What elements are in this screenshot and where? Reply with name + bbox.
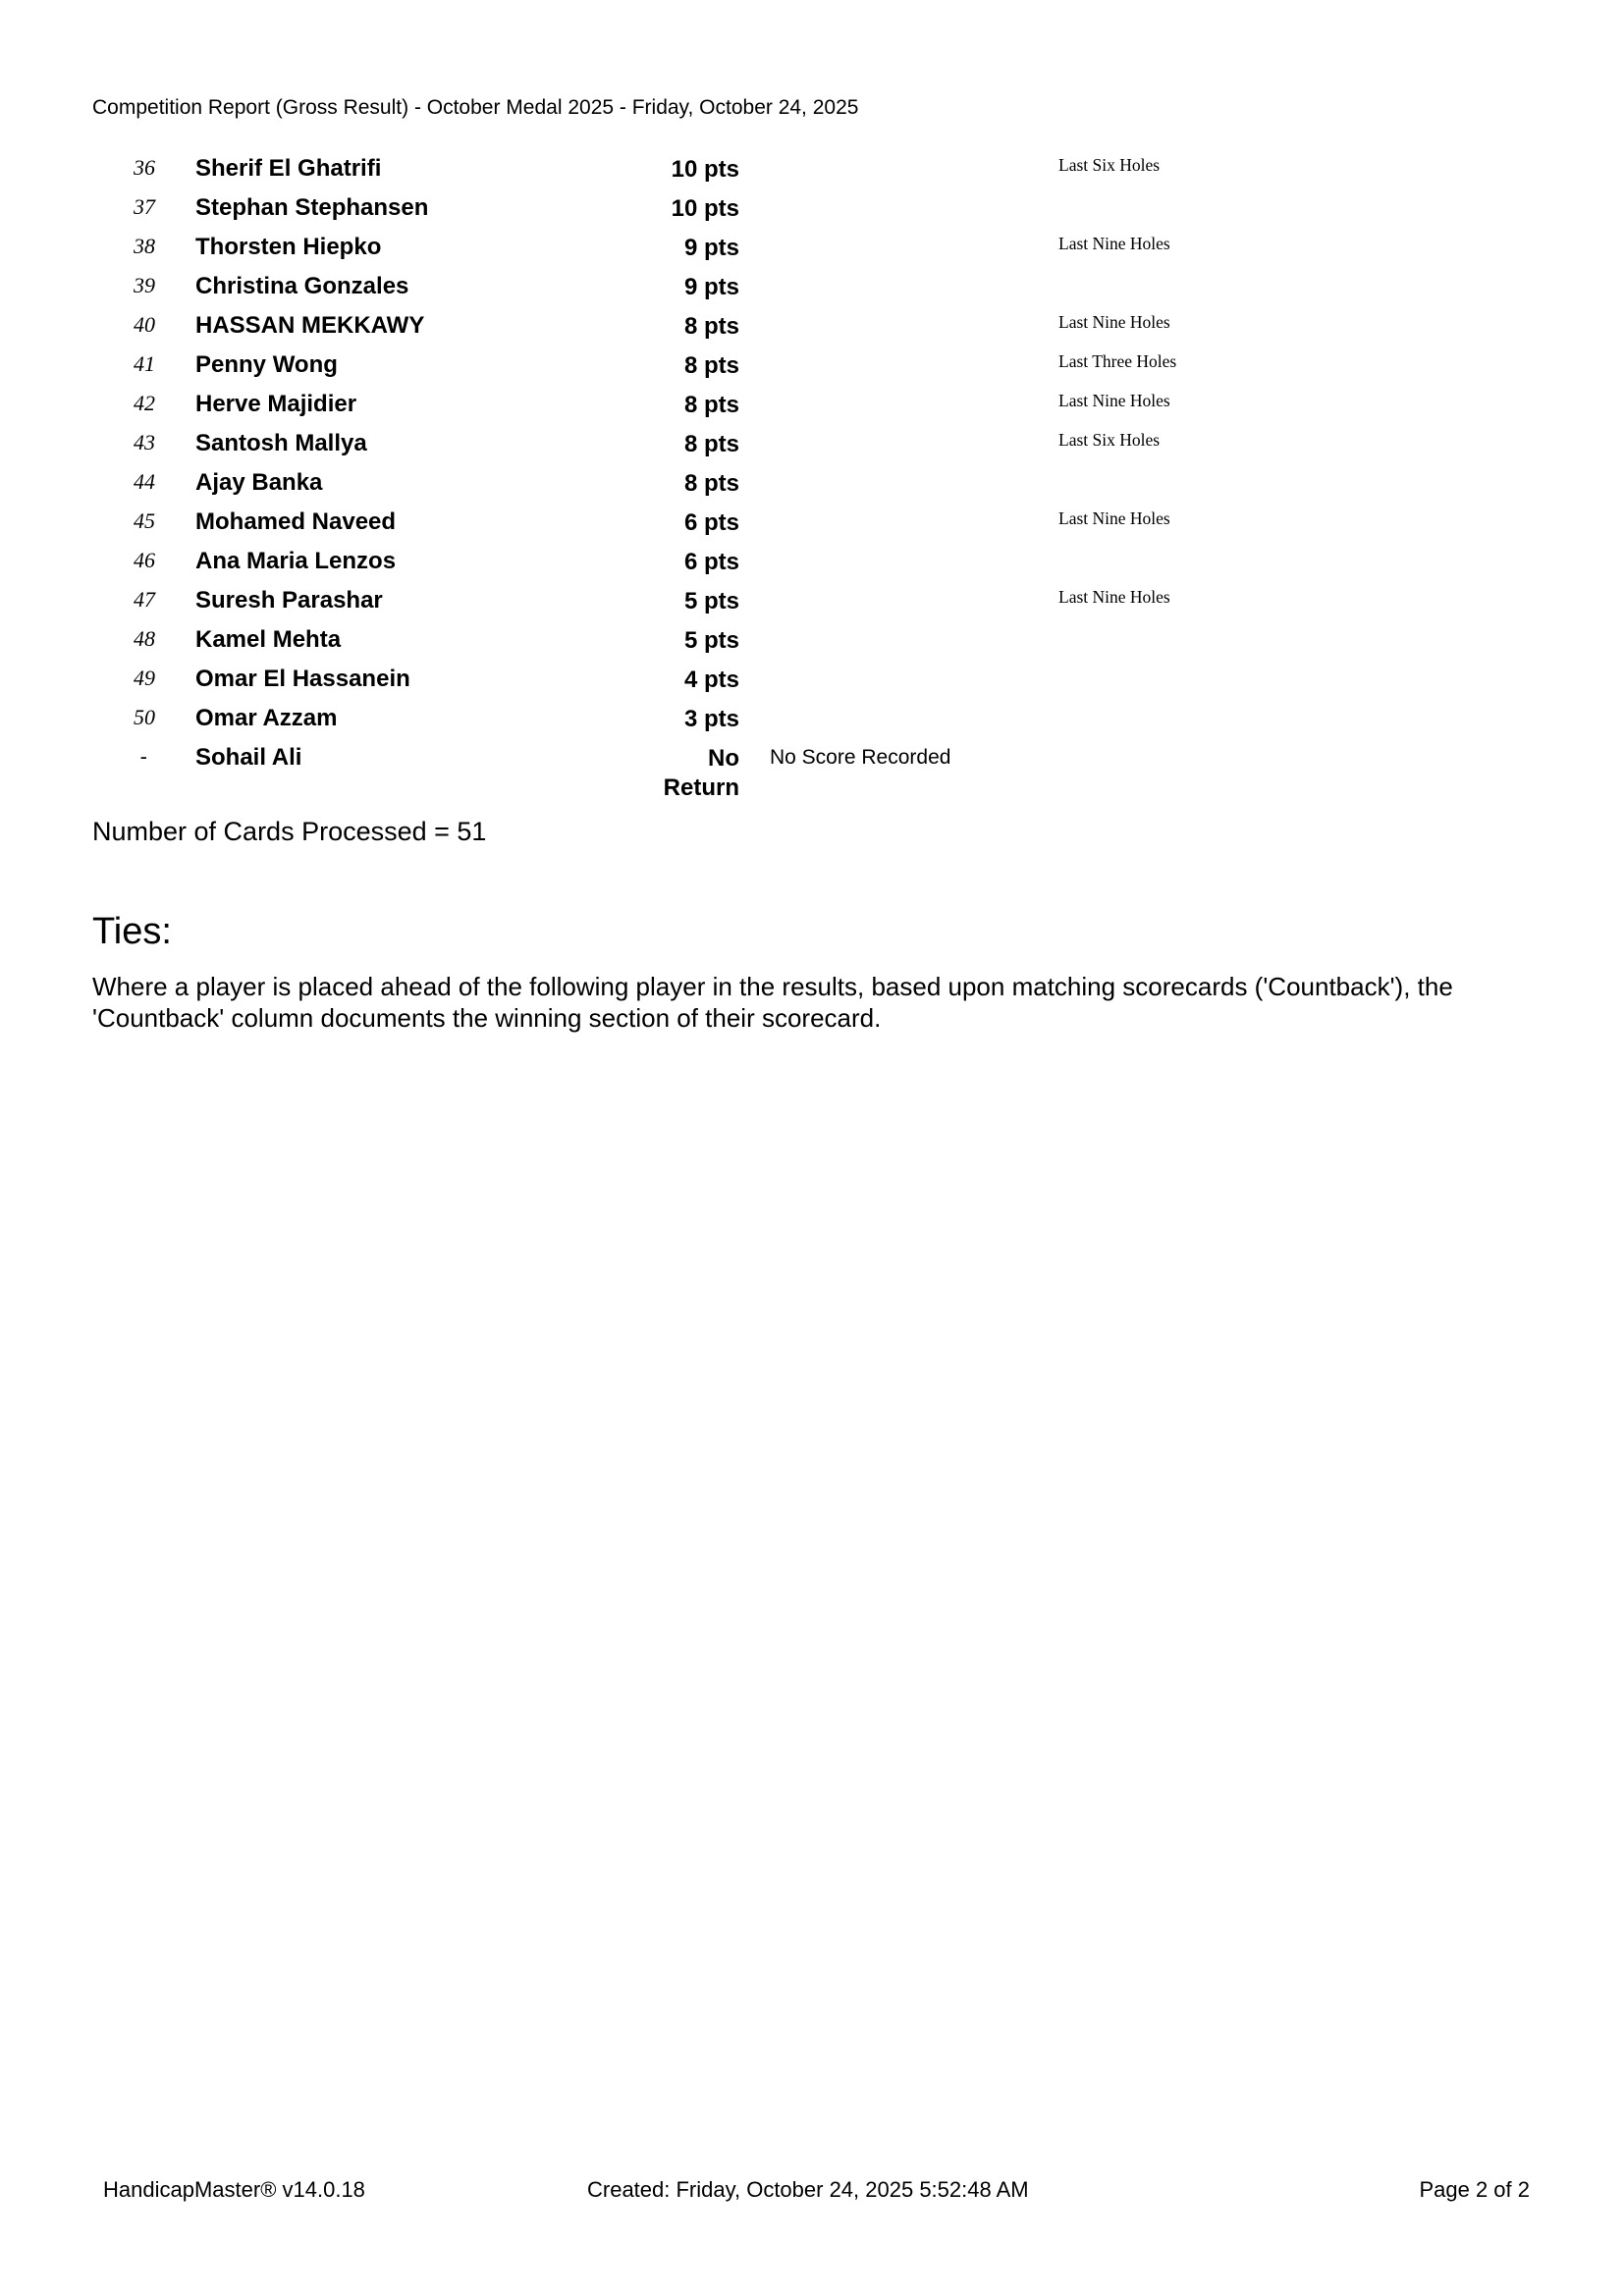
rank: 48 xyxy=(134,626,155,651)
rank: 40 xyxy=(134,312,155,337)
points: No Return xyxy=(663,745,739,801)
rank: 50 xyxy=(134,705,155,729)
result-row xyxy=(0,192,1624,232)
rank: 38 xyxy=(134,234,155,258)
result-row xyxy=(0,389,1624,428)
rank: 37 xyxy=(134,194,155,219)
points: 10 pts xyxy=(671,195,739,222)
points: 5 pts xyxy=(683,588,739,614)
countback: Last Nine Holes xyxy=(1058,391,1170,410)
result-row xyxy=(0,585,1624,624)
footer-created-timestamp: Created: Friday, October 24, 2025 5:52:48 AM xyxy=(587,2177,1029,2202)
footer-page-number: Page 2 of 2 xyxy=(1419,2177,1530,2202)
result-row xyxy=(0,310,1624,349)
points: 9 pts xyxy=(683,274,739,300)
countback: Last Six Holes xyxy=(1058,430,1161,450)
countback: Last Nine Holes xyxy=(1058,234,1170,253)
result-row xyxy=(0,703,1624,742)
player-name: Suresh Parashar xyxy=(195,587,383,614)
result-row xyxy=(0,232,1624,271)
result-row xyxy=(0,467,1624,507)
cards-processed-count: Number of Cards Processed = 51 xyxy=(92,817,487,846)
result-row xyxy=(0,271,1624,310)
result-row xyxy=(0,428,1624,467)
rank: 47 xyxy=(134,587,155,612)
player-name: Omar Azzam xyxy=(195,705,338,731)
result-row xyxy=(0,546,1624,585)
results-table xyxy=(0,153,1624,821)
player-name: Stephan Stephansen xyxy=(195,194,429,221)
player-name: Penny Wong xyxy=(195,351,338,378)
player-name: Omar El Hassanein xyxy=(195,666,410,692)
player-name: Sherif El Ghatrifi xyxy=(195,155,382,182)
countback: Last Nine Holes xyxy=(1058,312,1170,332)
player-name: Mohamed Naveed xyxy=(195,508,397,535)
player-name: Kamel Mehta xyxy=(195,626,342,653)
player-name: Herve Majidier xyxy=(195,391,357,417)
rank: 41 xyxy=(134,351,155,376)
player-name: Ajay Banka xyxy=(195,469,323,496)
rank: 42 xyxy=(134,391,155,415)
player-name: Thorsten Hiepko xyxy=(195,234,382,260)
points: 8 pts xyxy=(683,431,739,457)
points: 8 pts xyxy=(683,352,739,379)
result-note: No Score Recorded xyxy=(770,746,951,769)
points: 4 pts xyxy=(683,667,739,693)
player-name: Ana Maria Lenzos xyxy=(195,548,397,574)
rank: 49 xyxy=(134,666,155,690)
rank: 46 xyxy=(134,548,155,572)
player-name: Sohail Ali xyxy=(195,744,302,771)
rank: 45 xyxy=(134,508,155,533)
rank: - xyxy=(139,744,147,769)
ties-description: Where a player is placed ahead of the following player in the results, based upon matching scorecards ('Countback'), the 'Countback' column documents the winning section of their scorecard. xyxy=(92,972,1453,1033)
points: 8 pts xyxy=(683,392,739,418)
points: 9 pts xyxy=(683,235,739,261)
footer-app-version: HandicapMaster® v14.0.18 xyxy=(103,2177,365,2202)
rank: 44 xyxy=(134,469,155,494)
player-name: Christina Gonzales xyxy=(195,273,409,299)
points: 6 pts xyxy=(683,549,739,575)
rank: 43 xyxy=(134,430,155,454)
countback: Last Nine Holes xyxy=(1058,508,1170,528)
countback: Last Three Holes xyxy=(1058,351,1177,371)
points: 10 pts xyxy=(671,156,739,183)
result-row xyxy=(0,507,1624,546)
countback: Last Six Holes xyxy=(1058,155,1161,175)
points: 8 pts xyxy=(683,470,739,497)
points: 6 pts xyxy=(683,509,739,536)
points: 8 pts xyxy=(683,313,739,340)
rank: 39 xyxy=(134,273,155,297)
points: 5 pts xyxy=(683,627,739,654)
player-name: Santosh Mallya xyxy=(195,430,367,456)
ties-heading: Ties: xyxy=(92,911,172,952)
result-row xyxy=(0,742,1624,821)
rank: 36 xyxy=(134,155,155,180)
result-row xyxy=(0,624,1624,664)
report-title: Competition Report (Gross Result) - October Medal 2025 - Friday, October 24, 2025 xyxy=(92,96,859,119)
result-row xyxy=(0,153,1624,192)
countback: Last Nine Holes xyxy=(1058,587,1170,607)
result-row xyxy=(0,664,1624,703)
result-row xyxy=(0,349,1624,389)
points: 3 pts xyxy=(683,706,739,732)
player-name: HASSAN MEKKAWY xyxy=(195,312,425,339)
